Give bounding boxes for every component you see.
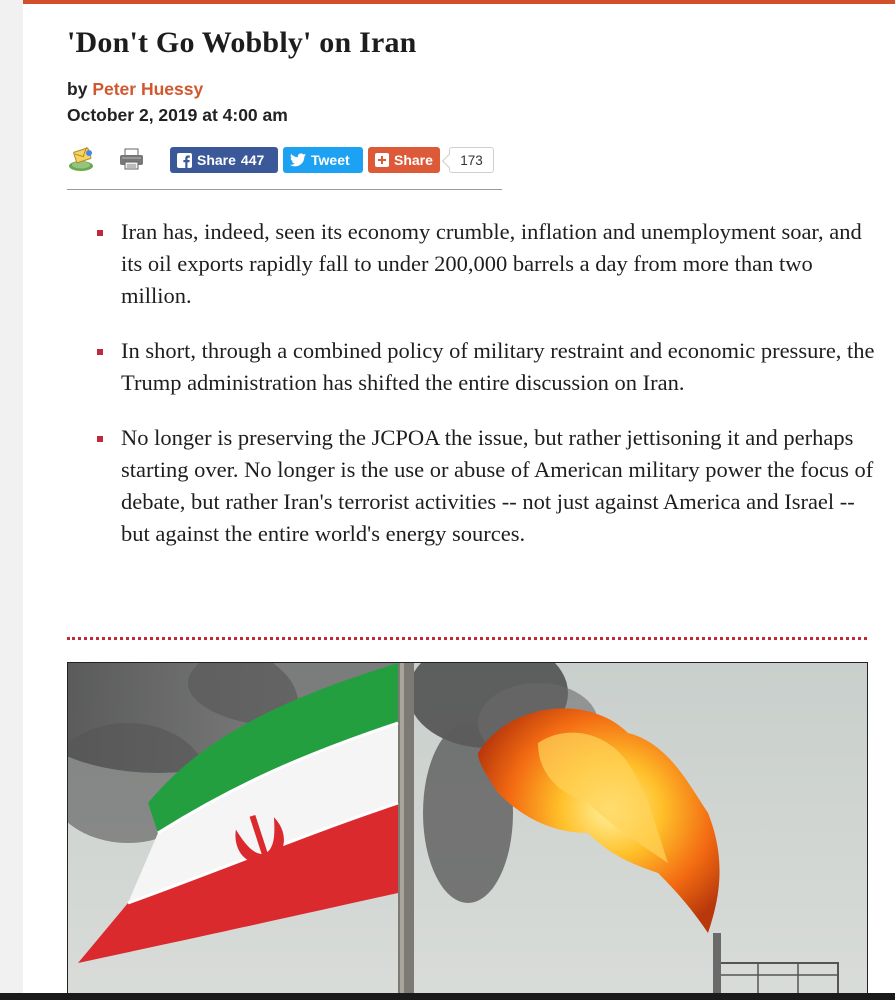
tweet-label: Tweet bbox=[311, 152, 350, 168]
article-page bbox=[23, 0, 895, 1000]
email-friend-icon[interactable] bbox=[67, 146, 97, 172]
share-button[interactable] bbox=[368, 147, 440, 173]
bullet-square-icon bbox=[97, 230, 103, 236]
author-link[interactable]: Peter Huessy bbox=[92, 79, 204, 99]
plus-icon bbox=[375, 153, 389, 167]
twitter-bird-icon bbox=[290, 153, 306, 167]
share-label: Share bbox=[394, 152, 433, 168]
share-toolbar bbox=[67, 144, 507, 174]
list-item bbox=[95, 335, 875, 399]
article-title: 'Don't Go Wobbly' on Iran bbox=[67, 26, 417, 59]
hero-image bbox=[67, 662, 868, 1000]
facebook-share-count: 447 bbox=[240, 152, 265, 168]
top-accent-bar bbox=[23, 0, 895, 4]
toolbar-divider bbox=[67, 189, 502, 190]
bullet-square-icon bbox=[97, 349, 103, 355]
dotted-separator bbox=[67, 637, 867, 640]
share-count-bubble: 173 bbox=[449, 147, 494, 173]
iran-flag-gas-flare-image bbox=[68, 663, 868, 1000]
bullet-text: Iran has, indeed, seen its economy crumble, inflation and unemployment soar, and its oil exports rapidly fall to under 200,000 barrels a day from more than two million. bbox=[121, 219, 862, 308]
tweet-button[interactable] bbox=[283, 147, 363, 173]
bottom-edge-bar bbox=[0, 993, 895, 1000]
facebook-share-button[interactable] bbox=[170, 147, 278, 173]
key-points-list bbox=[95, 216, 875, 573]
printer-icon[interactable] bbox=[117, 146, 147, 172]
facebook-share-label: Share bbox=[197, 152, 236, 168]
byline bbox=[67, 79, 203, 100]
list-item bbox=[95, 422, 875, 550]
list-item bbox=[95, 216, 875, 312]
publish-date: October 2, 2019 at 4:00 am bbox=[67, 105, 288, 125]
bullet-text: No longer is preserving the JCPOA the issue, but rather jettisoning it and perhaps starting over. No longer is the use or abuse of American military power the focus of debate, but rather Iran's terrorist activities -- not just against America and Israel -- but against the entire world's energy sources. bbox=[121, 425, 874, 546]
bullet-text: In short, through a combined policy of military restraint and economic pressure, the Trump administration has shifted the entire discussion on Iran. bbox=[121, 338, 875, 395]
bullet-square-icon bbox=[97, 436, 103, 442]
byline-prefix: by bbox=[67, 79, 88, 99]
facebook-icon bbox=[177, 153, 192, 168]
